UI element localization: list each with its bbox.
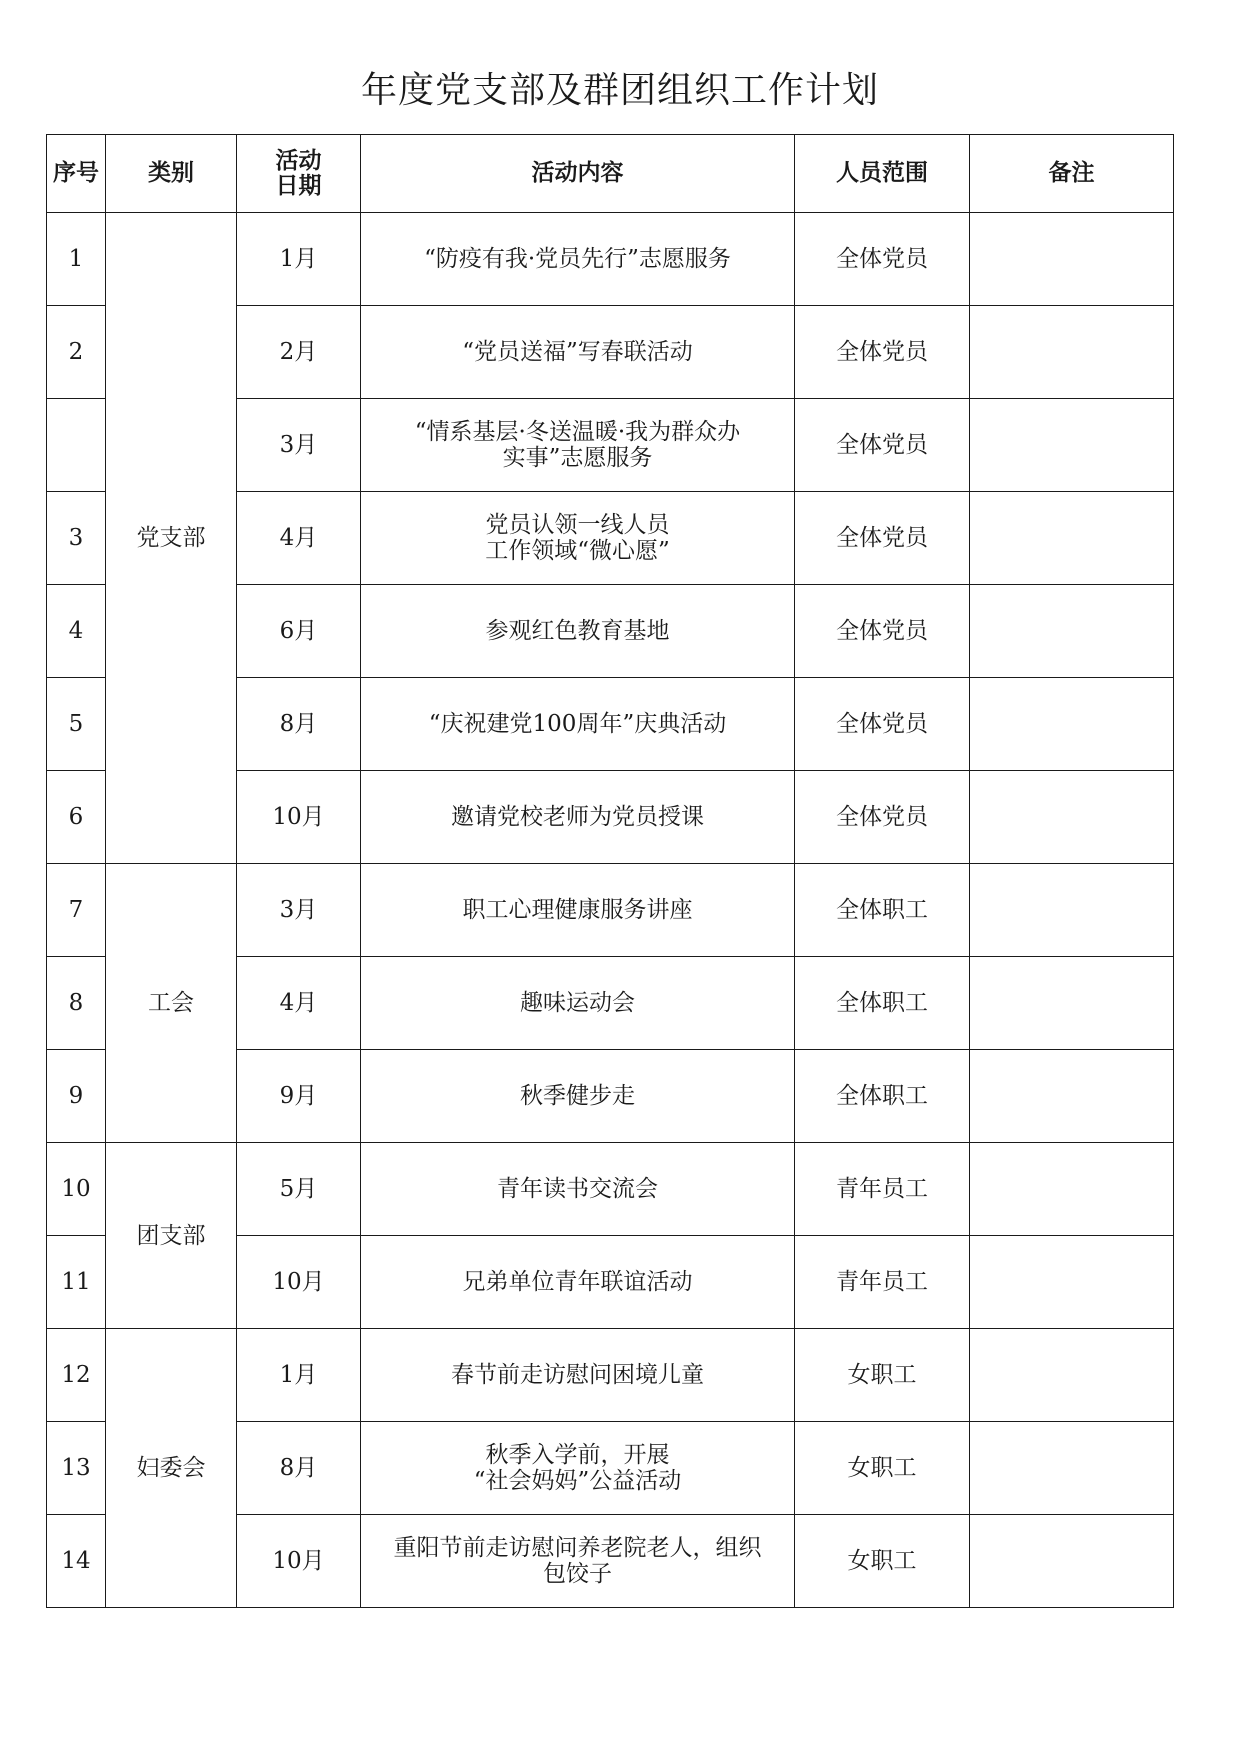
content-line: 邀请党校老师为党员授课: [451, 804, 704, 830]
cell-scope: 青年员工: [795, 1236, 970, 1329]
cell-content: [361, 492, 795, 585]
cell-index: 13: [47, 1422, 106, 1515]
cell-date: 4月: [237, 957, 361, 1050]
cell-date: 10月: [237, 1236, 361, 1329]
cell-remark: [970, 1050, 1174, 1143]
cell-index: 11: [47, 1236, 106, 1329]
cell-content: [361, 399, 795, 492]
cell-remark: [970, 213, 1174, 306]
cell-content: [361, 1050, 795, 1143]
cell-date: 2月: [237, 306, 361, 399]
content-line: 秋季健步走: [520, 1083, 635, 1109]
cell-remark: [970, 1329, 1174, 1422]
content-line: 青年读书交流会: [497, 1176, 658, 1202]
cell-scope: 全体党员: [795, 306, 970, 399]
cell-scope: 全体党员: [795, 213, 970, 306]
cell-content: [361, 1143, 795, 1236]
cell-index: 10: [47, 1143, 106, 1236]
content-line: “防疫有我·党员先行”志愿服务: [424, 246, 731, 272]
cell-content: [361, 1422, 795, 1515]
cell-index: 9: [47, 1050, 106, 1143]
cell-index: 7: [47, 864, 106, 957]
content-line: 春节前走访慰问困境儿童: [451, 1362, 704, 1388]
cell-scope: 全体党员: [795, 678, 970, 771]
cell-remark: [970, 306, 1174, 399]
cell-date: 5月: [237, 1143, 361, 1236]
content-line: 党员认领一线人员: [485, 512, 670, 538]
header-row: [47, 135, 1174, 213]
header-date: [237, 135, 361, 213]
cell-category: 妇委会: [106, 1329, 237, 1608]
table-row: [47, 1329, 1174, 1422]
header-category: 类别: [106, 135, 237, 213]
header-scope: 人员范围: [795, 135, 970, 213]
cell-date: 4月: [237, 492, 361, 585]
cell-date: 8月: [237, 1422, 361, 1515]
content-line: 职工心理健康服务讲座: [462, 897, 693, 923]
cell-remark: [970, 1236, 1174, 1329]
cell-scope: 全体党员: [795, 585, 970, 678]
cell-remark: [970, 1515, 1174, 1608]
cell-date: 10月: [237, 771, 361, 864]
cell-date: 3月: [237, 864, 361, 957]
content-line: 包饺子: [543, 1561, 612, 1587]
cell-scope: 女职工: [795, 1515, 970, 1608]
cell-index: 12: [47, 1329, 106, 1422]
content-line: “党员送福”写春联活动: [462, 339, 693, 365]
table-row: [47, 213, 1174, 306]
cell-content: [361, 306, 795, 399]
content-line: 秋季入学前，开展: [485, 1442, 670, 1468]
content-line: 工作领域“微心愿”: [485, 538, 670, 564]
content-line: 兄弟单位青年联谊活动: [462, 1269, 693, 1295]
table-row: [47, 864, 1174, 957]
cell-remark: [970, 1422, 1174, 1515]
cell-date: 1月: [237, 213, 361, 306]
cell-date: 9月: [237, 1050, 361, 1143]
cell-category: 工会: [106, 864, 237, 1143]
cell-content: [361, 771, 795, 864]
cell-remark: [970, 864, 1174, 957]
cell-content: [361, 864, 795, 957]
cell-category: 团支部: [106, 1143, 237, 1329]
cell-index: 2: [47, 306, 106, 399]
header-remark: 备注: [970, 135, 1174, 213]
cell-content: [361, 957, 795, 1050]
cell-scope: 全体职工: [795, 864, 970, 957]
cell-content: [361, 678, 795, 771]
header-date-line2: 日期: [275, 172, 322, 199]
cell-scope: 全体职工: [795, 1050, 970, 1143]
cell-date: 6月: [237, 585, 361, 678]
cell-date: 8月: [237, 678, 361, 771]
header-content: 活动内容: [361, 135, 795, 213]
cell-remark: [970, 1143, 1174, 1236]
content-line: 参观红色教育基地: [485, 618, 670, 644]
table-row: [47, 1143, 1174, 1236]
cell-content: [361, 585, 795, 678]
content-line: “社会妈妈”公益活动: [473, 1468, 682, 1494]
cell-remark: [970, 957, 1174, 1050]
cell-remark: [970, 771, 1174, 864]
header-date-line1: 活动: [275, 147, 322, 174]
cell-remark: [970, 399, 1174, 492]
cell-scope: 青年员工: [795, 1143, 970, 1236]
cell-index: 4: [47, 585, 106, 678]
cell-index: [47, 399, 106, 492]
cell-scope: 女职工: [795, 1329, 970, 1422]
cell-index: 14: [47, 1515, 106, 1608]
cell-scope: 全体党员: [795, 399, 970, 492]
cell-index: 8: [47, 957, 106, 1050]
content-line: 重阳节前走访慰问养老院老人，组织: [393, 1535, 762, 1561]
cell-content: [361, 1329, 795, 1422]
cell-content: [361, 1236, 795, 1329]
cell-index: 3: [47, 492, 106, 585]
content-line: 实事”志愿服务: [502, 445, 653, 471]
cell-remark: [970, 585, 1174, 678]
content-line: 趣味运动会: [520, 990, 635, 1016]
page-title: 年度党支部及群团组织工作计划: [360, 70, 879, 111]
content-line: “情系基层·冬送温暖·我为群众办: [414, 419, 741, 445]
cell-category: 党支部: [106, 213, 237, 864]
cell-scope: 全体党员: [795, 771, 970, 864]
content-line: “庆祝建党100周年”庆典活动: [428, 711, 727, 737]
cell-index: 5: [47, 678, 106, 771]
header-index: 序号: [47, 135, 106, 213]
cell-date: 10月: [237, 1515, 361, 1608]
cell-content: [361, 1515, 795, 1608]
cell-scope: 全体党员: [795, 492, 970, 585]
cell-content: [361, 213, 795, 306]
cell-remark: [970, 678, 1174, 771]
cell-index: 1: [47, 213, 106, 306]
work-plan-table: [46, 134, 1174, 1608]
cell-index: 6: [47, 771, 106, 864]
cell-remark: [970, 492, 1174, 585]
cell-scope: 女职工: [795, 1422, 970, 1515]
cell-scope: 全体职工: [795, 957, 970, 1050]
cell-date: 1月: [237, 1329, 361, 1422]
cell-date: 3月: [237, 399, 361, 492]
